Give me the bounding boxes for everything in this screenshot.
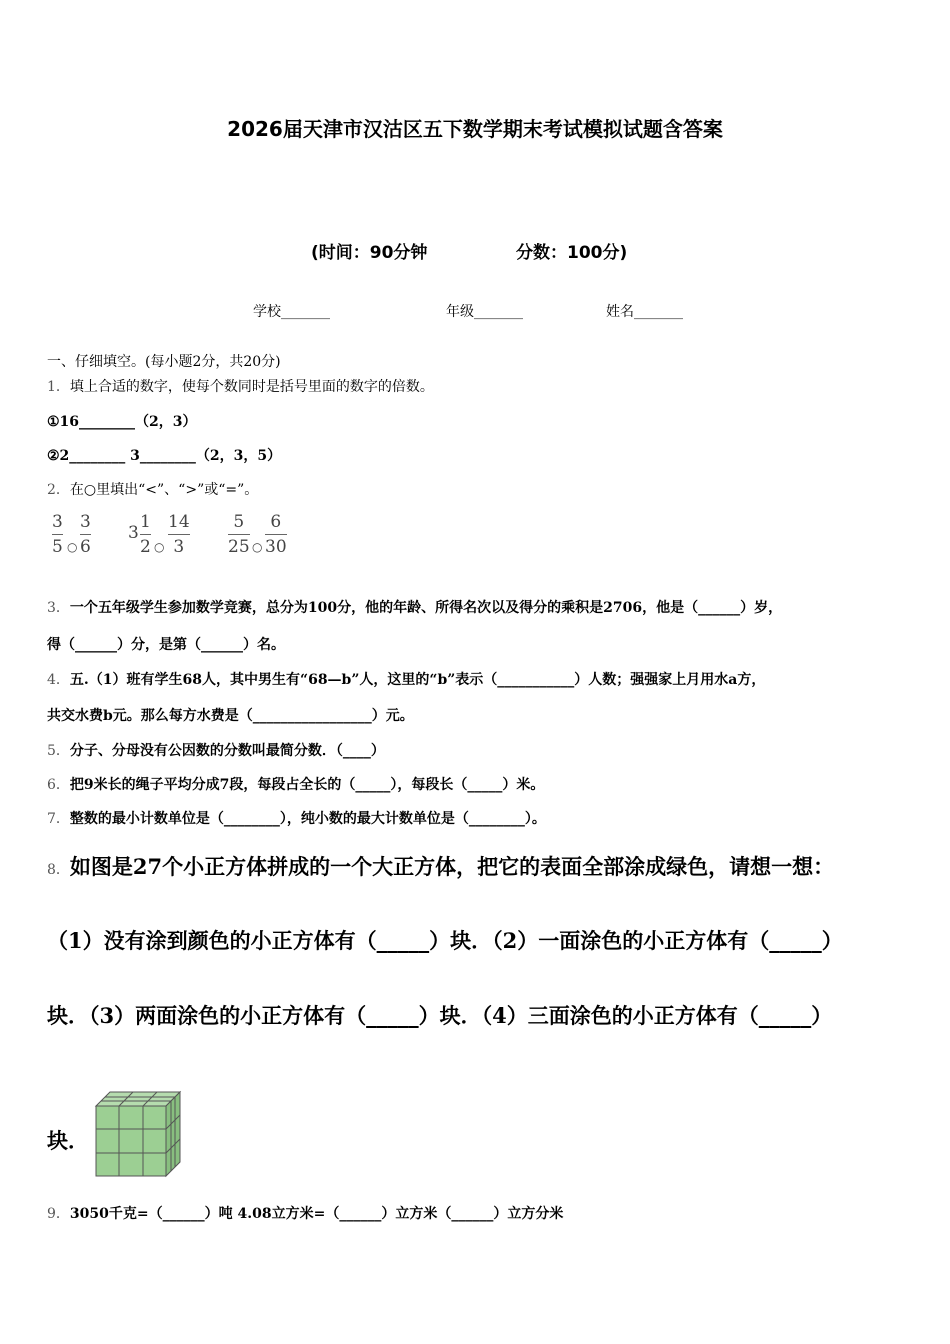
denominator: 2 <box>140 537 151 557</box>
compare-circle[interactable]: ○ <box>67 540 78 554</box>
question-number: 9． <box>47 1206 70 1222</box>
denominator: 5 <box>52 537 63 557</box>
numerator: 14 <box>168 512 190 532</box>
question-number: 1． <box>47 379 70 395</box>
denominator: 3 <box>173 537 185 557</box>
question-text: 分子、分母没有公因数的分数叫最简分数．（____） <box>69 743 385 759</box>
cube-figure <box>94 1090 184 1178</box>
school-field: 学校_______ <box>253 304 330 320</box>
question-4-cont: 共交水费b元。那么每方水费是（_________________）元。 <box>47 708 414 724</box>
compare-circle[interactable]: ○ <box>154 540 165 554</box>
question-3 <box>47 597 782 617</box>
question-5 <box>47 740 385 760</box>
question-8-line-2: （1）没有涂到颜色的小正方体有（_____）块．（2）一面涂色的小正方体有（_____） <box>47 928 843 953</box>
numerator: 3 <box>52 512 63 532</box>
time-label: (时间：90分钟 <box>311 243 428 263</box>
question-6 <box>47 774 544 794</box>
compare-circle[interactable]: ○ <box>252 540 263 554</box>
grade-field: 年级_______ <box>446 304 523 320</box>
question-text: 在○里填出“<”、“>”或“=”。 <box>69 482 259 498</box>
numerator: 5 <box>233 512 245 532</box>
numerator: 1 <box>140 512 151 532</box>
denominator: 6 <box>80 537 91 557</box>
question-8-line-3: 块．（3）两面涂色的小正方体有（_____）块．（4）三面涂色的小正方体有（_____） <box>47 1003 833 1028</box>
score-label: 分数：100分) <box>516 243 628 263</box>
question-text: 一个五年级学生参加数学竞赛，总分为100分，他的年龄、所得名次以及得分的乘积是2706，他是（______）岁， <box>69 600 783 616</box>
question-1 <box>47 376 434 396</box>
question-1a: ①16________（2，3） <box>47 414 197 430</box>
question-text: 3050千克=（______）吨 4.08立方米=（______）立方米（______）立方分米 <box>69 1206 564 1222</box>
question-text: 填上合适的数字，使每个数同时是括号里面的数字的倍数。 <box>69 379 434 395</box>
question-number: 8． <box>47 862 70 878</box>
numerator: 3 <box>80 512 91 532</box>
question-number: 4． <box>47 672 70 688</box>
name-field: 姓名_______ <box>606 304 683 320</box>
question-text: 整数的最小计数单位是（________），纯小数的最大计数单位是（________）。 <box>69 811 546 827</box>
question-number: 5． <box>47 743 70 759</box>
question-text: 如图是27个小正方体拼成的一个大正方体，把它的表面全部涂成绿色，请想一想： <box>69 854 835 879</box>
question-8 <box>47 851 834 881</box>
question-text: 五.（1）班有学生68人，其中男生有“68—b”人，这里的“b”表示（___________）人数；强强家上月用水a方， <box>69 672 766 688</box>
denominator: 25 <box>228 537 250 557</box>
question-9 <box>47 1203 563 1223</box>
question-3-cont: 得（______）分，是第（______）名。 <box>47 637 285 653</box>
whole-number: 3 <box>128 523 139 543</box>
question-4 <box>47 669 765 689</box>
denominator: 30 <box>265 537 287 557</box>
question-number: 6． <box>47 777 70 793</box>
page-title: 2026届天津市汉沽区五下数学期末考试模拟试题含答案 <box>227 117 723 141</box>
question-number: 3． <box>47 600 70 616</box>
numerator: 6 <box>270 512 282 532</box>
question-2 <box>47 479 258 499</box>
question-8-line-4: 块． <box>47 1128 89 1153</box>
section-heading: 一、仔细填空。(每小题2分，共20分) <box>47 354 281 370</box>
question-1b: ②2________ 3________（2，3，5） <box>47 448 282 464</box>
question-number: 2． <box>47 482 70 498</box>
question-text: 把9米长的绳子平均分成7段，每段占全长的（_____），每段长（_____）米。 <box>69 777 545 793</box>
question-7 <box>47 808 546 828</box>
question-number: 7． <box>47 811 70 827</box>
